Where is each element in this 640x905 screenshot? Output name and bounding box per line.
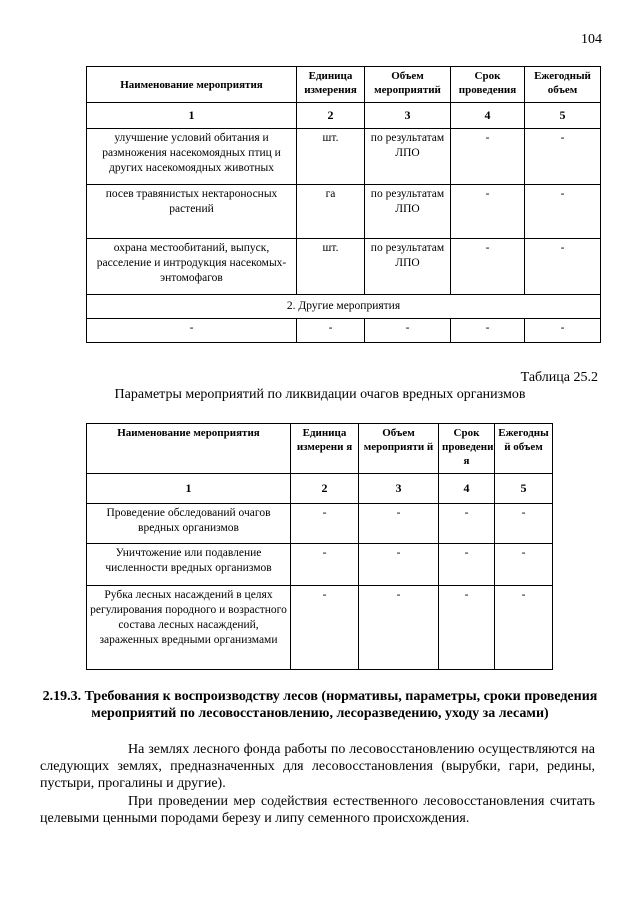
term-cell: -: [451, 129, 525, 185]
table-row: [87, 544, 553, 586]
column-number: 5: [525, 103, 601, 129]
header-cell: Объем мероприятий: [365, 67, 451, 103]
paragraph: При проведении мер содействия естественного лесовосстановления считать целевыми ценными породами березу и липу семенного происхождения.: [40, 794, 595, 826]
unit-cell: га: [297, 185, 365, 239]
annual-cell: -: [525, 319, 601, 343]
section-row: 2. Другие мероприятия: [87, 295, 601, 319]
table-row: [87, 239, 601, 295]
header-cell: Срок проведени я: [439, 424, 495, 474]
volume-cell: по результатам ЛПО: [365, 185, 451, 239]
table-row: [87, 504, 553, 544]
column-number: 4: [439, 474, 495, 504]
annual-cell: -: [525, 185, 601, 239]
unit-cell: шт.: [297, 129, 365, 185]
column-number: 2: [297, 103, 365, 129]
table-row: [87, 185, 601, 239]
measure-name: Проведение обследований очагов вредных организмов: [87, 504, 291, 544]
table-label: Таблица 25.2: [520, 370, 598, 385]
volume-cell: -: [359, 504, 439, 544]
header-cell: Единица измерения: [297, 67, 365, 103]
unit-cell: -: [291, 586, 359, 670]
header-cell: Ежегодны й объем: [495, 424, 553, 474]
annual-cell: -: [495, 504, 553, 544]
unit-cell: -: [291, 544, 359, 586]
column-number: 3: [359, 474, 439, 504]
term-cell: -: [451, 319, 525, 343]
annual-cell: -: [495, 544, 553, 586]
annual-cell: -: [525, 239, 601, 295]
volume-cell: -: [365, 319, 451, 343]
measures-table-2: [86, 423, 553, 670]
page-number: 104: [581, 32, 602, 47]
unit-cell: -: [291, 504, 359, 544]
column-number: 3: [365, 103, 451, 129]
unit-cell: шт.: [297, 239, 365, 295]
paragraph: На землях лесного фонда работы по лесовосстановлению осуществляются на следующих землях, предназначенных для лесовосстановления (вырубки, гари, редины, пустыри, прогалины и другие).: [40, 742, 595, 791]
measure-name: охрана местообитаний, выпуск, расселение и интродукция насекомых-энтомофагов: [87, 239, 297, 295]
column-number: 2: [291, 474, 359, 504]
column-number: 1: [87, 103, 297, 129]
column-number: 5: [495, 474, 553, 504]
volume-cell: по результатам ЛПО: [365, 129, 451, 185]
header-cell: Единица измерени я: [291, 424, 359, 474]
table-row: [87, 319, 601, 343]
annual-cell: -: [525, 129, 601, 185]
column-number: 1: [87, 474, 291, 504]
measure-name: посев травянистых нектароносных растений: [87, 185, 297, 239]
term-cell: -: [451, 185, 525, 239]
table-title: Параметры мероприятий по ликвидации очагов вредных организмов: [114, 387, 526, 402]
term-cell: -: [439, 544, 495, 586]
header-cell: Наименование мероприятия: [87, 424, 291, 474]
measure-name: Уничтожение или подавление численности вредных организмов: [87, 544, 291, 586]
volume-cell: по результатам ЛПО: [365, 239, 451, 295]
term-cell: -: [439, 586, 495, 670]
unit-cell: -: [297, 319, 365, 343]
header-cell: Срок проведения: [451, 67, 525, 103]
table-row: [87, 129, 601, 185]
annual-cell: -: [495, 586, 553, 670]
measure-name: улучшение условий обитания и размножения насекомоядных птиц и других насекомоядных животных: [87, 129, 297, 185]
column-number: 4: [451, 103, 525, 129]
volume-cell: -: [359, 544, 439, 586]
header-cell: Наименование мероприятия: [87, 67, 297, 103]
header-cell: Ежегодный объем: [525, 67, 601, 103]
term-cell: -: [439, 504, 495, 544]
section-heading: 2.19.3. Требования к воспроизводству лесов (нормативы, параметры, сроки проведения мероприятий по лесовосстановлению, лесоразведению, уходу за лесами): [42, 689, 598, 721]
table-row: [87, 586, 553, 670]
term-cell: -: [451, 239, 525, 295]
measure-name: Рубка лесных насаждений в целях регулирования породного и возрастного состава лесных насаждений, зараженных вредными организмами: [87, 586, 291, 670]
measures-table-1: [86, 66, 601, 343]
measure-name: -: [87, 319, 297, 343]
header-cell: Объем мероприяти й: [359, 424, 439, 474]
volume-cell: -: [359, 586, 439, 670]
